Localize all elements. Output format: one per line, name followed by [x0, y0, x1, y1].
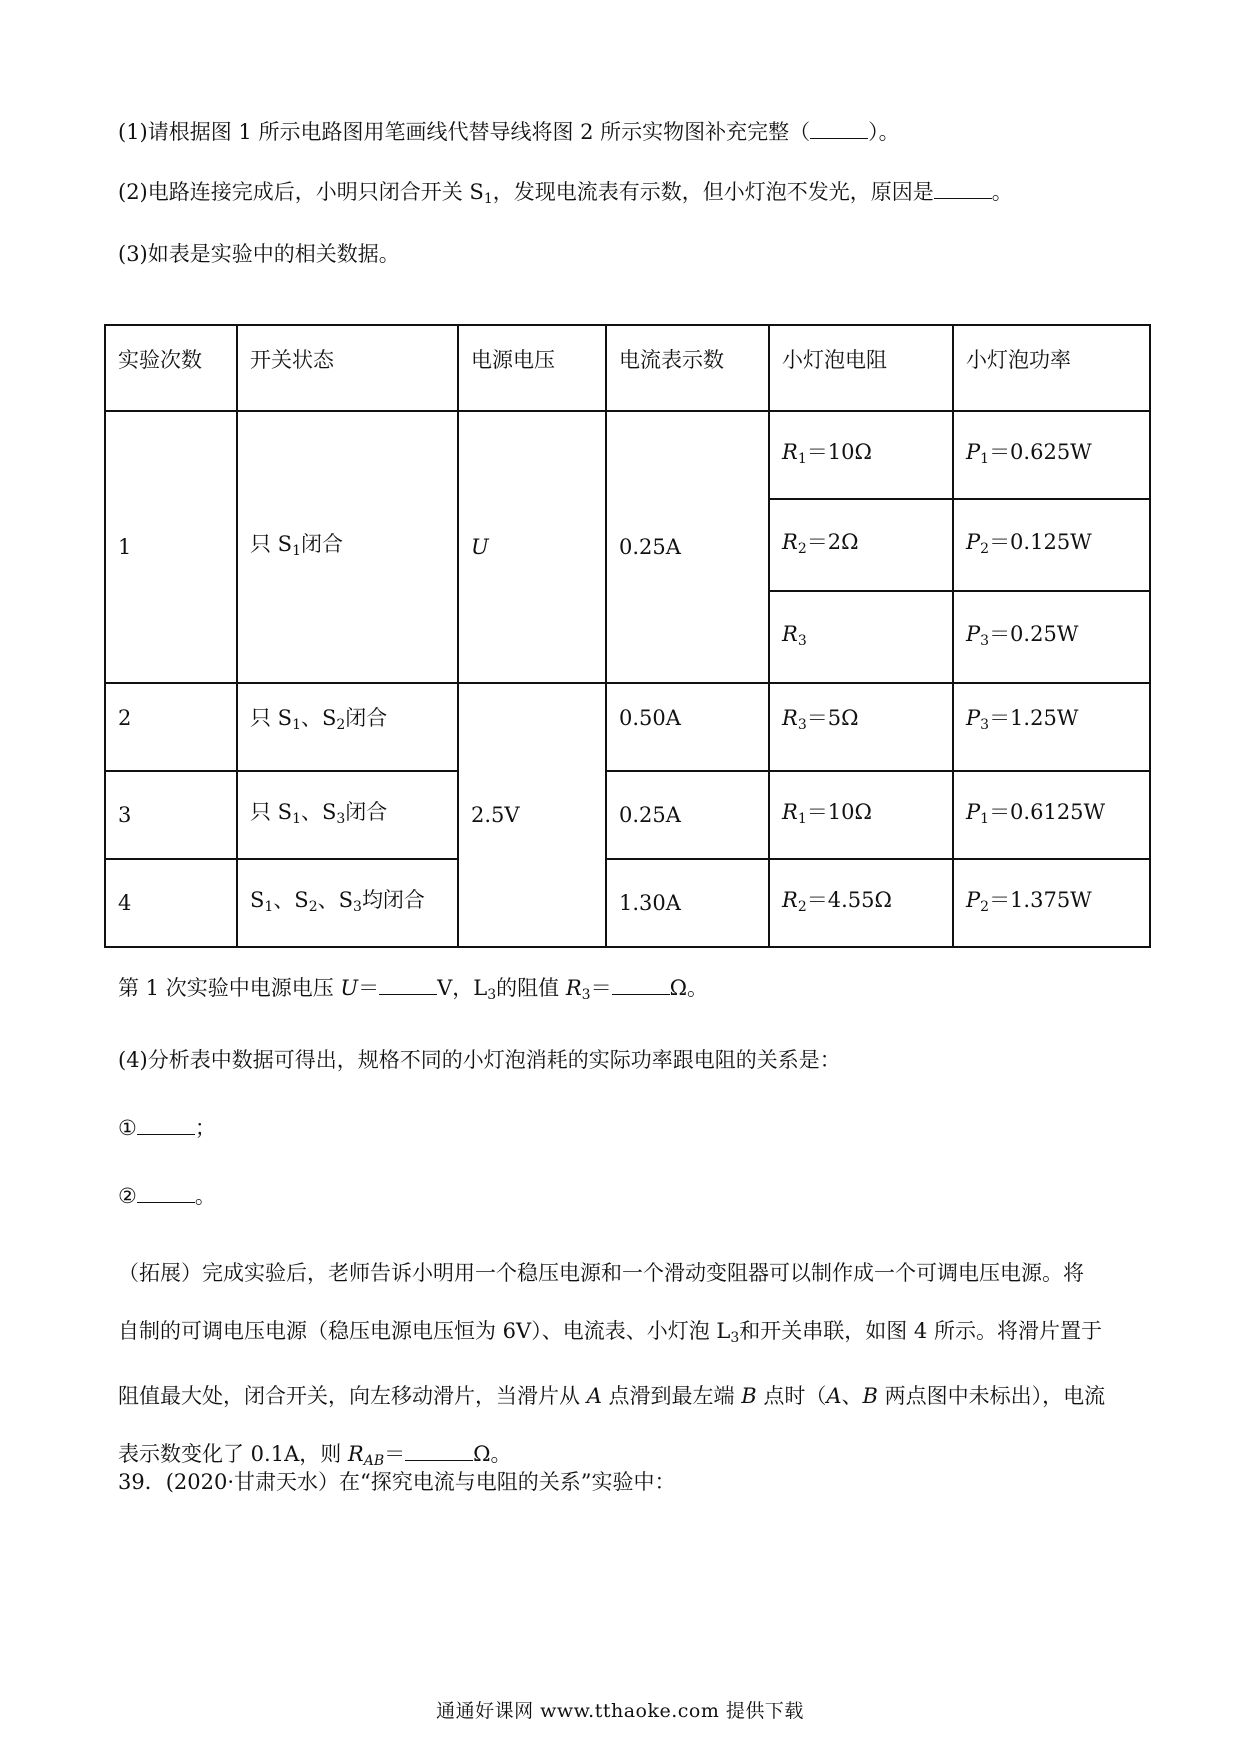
table-cell: $R_2=4.55\Omega$ — [769, 859, 953, 947]
extension-line: 自制的可调电压电源（稳压电源电压恒为 6V）、电流表、小灯泡 $L_3$和开关串联，如图 4 所示。将滑片置于 — [118, 1319, 1102, 1346]
answer-blank[interactable] — [612, 972, 670, 995]
question-3: (3)如表是实验中的相关数据。 — [118, 242, 400, 266]
question-1: (1)请根据图 1 所示电路图用笔画线代替导线将图 2 所示实物图补充完整（ ）。 — [118, 116, 1130, 148]
table-cell: $P_2=1.375W$ — [953, 859, 1150, 947]
table-cell: 0.50A — [606, 683, 769, 771]
question-39: 39．(2020·甘肃天水）在“探究电流与电阻的关系”实验中： — [118, 1470, 676, 1494]
question-4-answer-1: ① ； — [118, 1112, 1130, 1144]
table-cell: $R_2=2\Omega$ — [769, 499, 953, 591]
answer-blank[interactable] — [137, 1112, 195, 1135]
table-cell: 只 $S_1$闭合 — [237, 411, 458, 683]
table-header: 电源电压 — [458, 325, 606, 411]
table-cell: 4 — [105, 859, 237, 947]
table-cell: $S_1$、$S_2$、$S_3$均闭合 — [237, 859, 458, 947]
table-cell: $P_1=0.625W$ — [953, 411, 1150, 499]
extension-line: 表示数变化了 0.1A，则 $R_{AB}= \Omega$。 — [118, 1425, 1128, 1490]
question-4-answer-2: ② 。 — [118, 1180, 1130, 1212]
table-header: 开关状态 — [237, 325, 458, 411]
question-2: (2)电路连接完成后，小明只闭合开关 $S_1$，发现电流表有示数，但小灯泡不发光，原因是 。 — [118, 176, 1130, 215]
table-cell: $P_1=0.6125W$ — [953, 771, 1150, 859]
table-cell: $R_1=10\Omega$ — [769, 411, 953, 499]
table-followup-question: 第 1 次实验中电源电压 U＝ V，$L_3$的阻值 $R_3= \Omega$。 — [118, 972, 1130, 1011]
table-header: 小灯泡功率 — [953, 325, 1150, 411]
table-cell: $R_3$ — [769, 591, 953, 683]
page-footer: 通通好课网 www.tthaoke.com 提供下载 — [436, 1700, 804, 1722]
table-row — [105, 411, 1150, 499]
table-header: 电流表示数 — [606, 325, 769, 411]
question-4: (4)分析表中数据可得出，规格不同的小灯泡消耗的实际功率跟电阻的关系是： — [118, 1048, 841, 1072]
table-cell: 只 $S_1$、$S_3$闭合 — [237, 771, 458, 859]
table-row — [105, 771, 1150, 859]
table-header: 小灯泡电阻 — [769, 325, 953, 411]
answer-blank[interactable] — [379, 972, 437, 995]
table-cell: 3 — [105, 771, 237, 859]
table-cell: 1 — [105, 411, 237, 683]
table-row — [105, 683, 1150, 771]
table-cell: 0.25A — [606, 411, 769, 683]
table-cell: 1.30A — [606, 859, 769, 947]
table-cell: $P_3=0.25W$ — [953, 591, 1150, 683]
extension-line: （拓展）完成实验后，老师告诉小明用一个稳压电源和一个滑动变阻器可以制作成一个可调电压电源。将 — [118, 1261, 1084, 1285]
table-cell: $P_2=0.125W$ — [953, 499, 1150, 591]
table-header-row — [105, 325, 1150, 411]
table-cell: $R_1=10\Omega$ — [769, 771, 953, 859]
data-table — [104, 324, 1151, 948]
table-cell: 2.5V — [458, 683, 606, 947]
extension-line: 阻值最大处，闭合开关，向左移动滑片，当滑片从 A 点滑到最左端 B 点时（A、B 两点图中未标出），电流 — [118, 1384, 1106, 1408]
answer-blank[interactable] — [137, 1180, 195, 1203]
table-cell: 只 $S_1$、$S_2$闭合 — [237, 683, 458, 771]
table-row — [105, 859, 1150, 947]
table-cell: $R_3=5\Omega$ — [769, 683, 953, 771]
answer-blank[interactable] — [934, 176, 992, 199]
table-cell: U — [458, 411, 606, 683]
table-cell: $P_3=1.25W$ — [953, 683, 1150, 771]
answer-blank[interactable] — [405, 1438, 473, 1461]
table-cell: 0.25A — [606, 771, 769, 859]
answer-blank[interactable] — [810, 116, 868, 139]
extension-paragraph — [118, 1244, 1128, 1490]
table-cell: 2 — [105, 683, 237, 771]
table-header: 实验次数 — [105, 325, 237, 411]
